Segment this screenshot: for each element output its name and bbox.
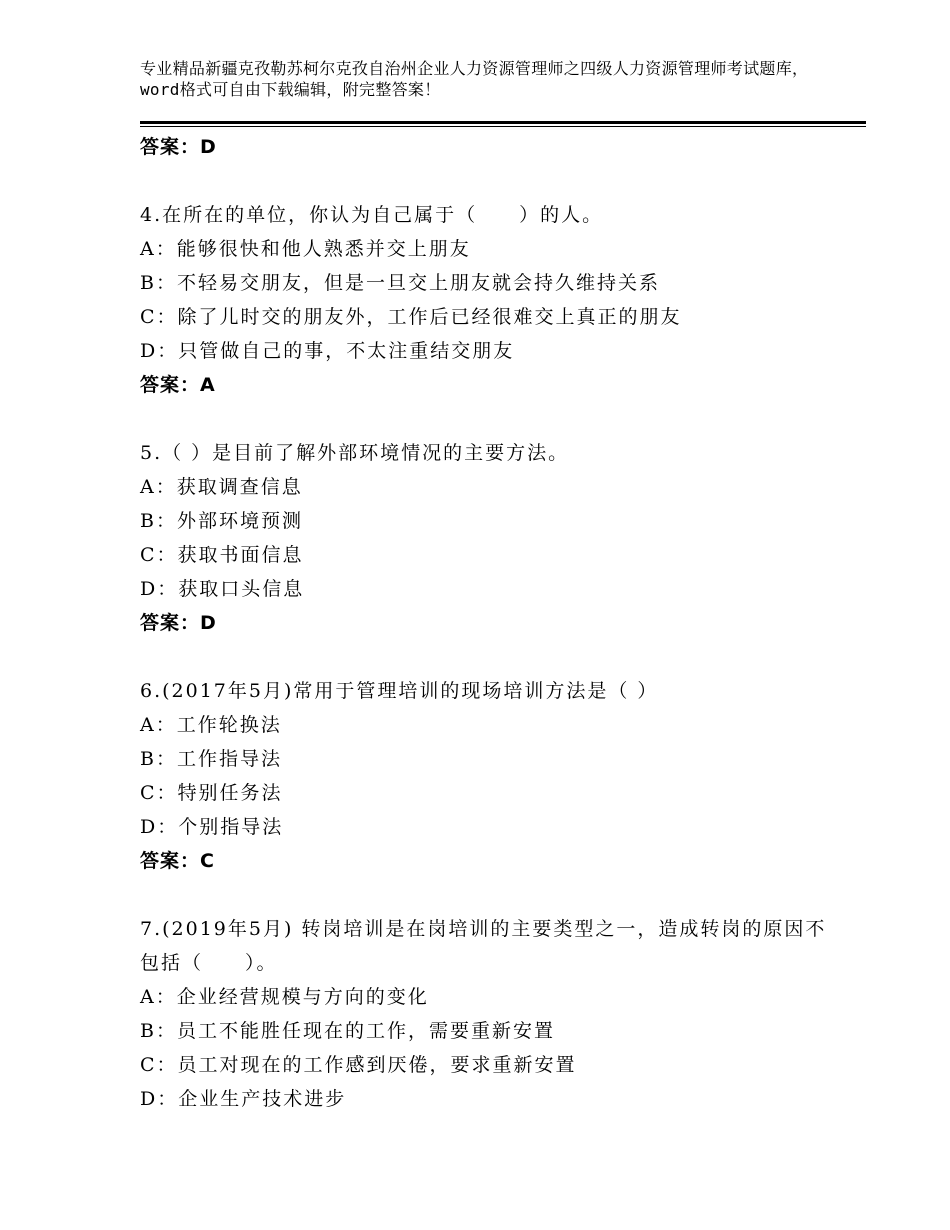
question-4 xyxy=(140,198,840,402)
option-a: A：企业经营规模与方向的变化 xyxy=(140,986,429,1008)
answer-label: 答案：A xyxy=(140,374,216,396)
header-rule-thick xyxy=(140,121,866,124)
option-b: B：外部环境预测 xyxy=(140,510,303,532)
document-body xyxy=(140,130,840,1116)
question-5 xyxy=(140,436,840,640)
option-c: C：除了儿时交的朋友外，工作后已经很难交上真正的朋友 xyxy=(140,306,682,328)
question-stem: 6.(2017年5月)常用于管理培训的现场培训方法是（ ） xyxy=(140,680,659,702)
option-c: C：获取书面信息 xyxy=(140,544,304,566)
option-b: B：工作指导法 xyxy=(140,748,282,770)
option-d: D：只管做自己的事，不太注重结交朋友 xyxy=(140,340,515,362)
question-7 xyxy=(140,912,840,1116)
option-d: D：企业生产技术进步 xyxy=(140,1088,347,1110)
option-c: C：特别任务法 xyxy=(140,782,283,804)
option-b: B：员工不能胜任现在的工作，需要重新安置 xyxy=(140,1020,555,1042)
option-c: C：员工对现在的工作感到厌倦，要求重新安置 xyxy=(140,1054,577,1076)
option-a: A：能够很快和他人熟悉并交上朋友 xyxy=(140,238,471,260)
answer-label: 答案：D xyxy=(140,612,217,634)
answer-label: 答案：D xyxy=(140,136,217,158)
page-header: 专业精品新疆克孜勒苏柯尔克孜自治州企业人力资源管理师之四级人力资源管理师考试题库，word格式可自由下载编辑，附完整答案！ xyxy=(140,59,809,99)
question-stem: 4.在所在的单位，你认为自己属于（ ）的人。 xyxy=(140,204,604,226)
question-6 xyxy=(140,674,840,878)
header-rule-thin xyxy=(140,126,866,127)
answer-label: 答案：C xyxy=(140,850,215,872)
question-stem: 7.(2019年5月) 转岗培训是在岗培训的主要类型之一，造成转岗的原因不包括（ ）。 xyxy=(140,918,827,974)
question-stem: 5.（ ）是目前了解外部环境情况的主要方法。 xyxy=(140,442,570,464)
option-a: A：获取调查信息 xyxy=(140,476,303,498)
option-d: D：个别指导法 xyxy=(140,816,284,838)
option-b: B：不轻易交朋友，但是一旦交上朋友就会持久维持关系 xyxy=(140,272,660,294)
option-d: D：获取口头信息 xyxy=(140,578,305,600)
option-a: A：工作轮换法 xyxy=(140,714,282,736)
